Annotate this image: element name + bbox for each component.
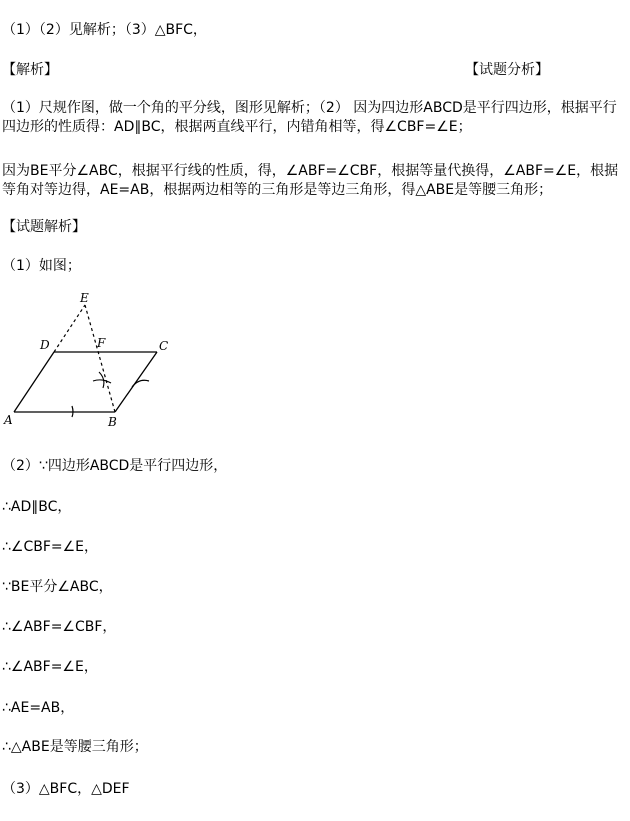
answer-summary: （1）（2）见解析；（3）△BFC， xyxy=(2,22,207,38)
proof-line-5: ∴∠ABF=∠CBF， xyxy=(2,619,117,635)
proof-line-3: ∴∠CBF=∠E， xyxy=(2,539,99,555)
label-f: F xyxy=(97,336,106,350)
label-b: B xyxy=(108,415,117,429)
construction-arc-bc xyxy=(132,380,149,387)
proof-line-7: ∴AE=AB， xyxy=(2,700,75,716)
proof-line-9: （3）△BFC，△DEF xyxy=(2,781,130,797)
heading-jiexi: 【解析】 xyxy=(2,62,58,78)
proof-line-6: ∴∠ABF=∠E， xyxy=(2,659,98,675)
proof-line-1: （2）∵四边形ABCD是平行四边形， xyxy=(2,458,228,474)
proof-line-2: ∴AD∥BC， xyxy=(2,499,72,515)
label-d: D xyxy=(40,338,50,352)
heading-analysis: 【试题分析】 xyxy=(465,62,549,78)
analysis-paragraph-1: （1）尺规作图，做一个角的平分线，图形见解析；（2） 因为四边形ABCD是平行四边形，根据平行四边形的性质得：AD∥BC，根据两直线平行，内错角相等，得∠CBF=∠E； xyxy=(2,100,617,135)
label-e: E xyxy=(80,291,89,305)
segment-de-dashed xyxy=(54,305,85,352)
geometry-figure xyxy=(2,290,177,430)
segment-ad xyxy=(14,352,54,412)
step-1-text: （1）如图； xyxy=(2,258,81,274)
label-c: C xyxy=(159,339,169,353)
label-a: A xyxy=(4,413,13,427)
analysis-paragraph-2: 因为BE平分∠ABC，根据平行线的性质，得，∠ABF=∠CBF，根据等量代换得，∠ABF=∠E，根据等角对等边得，AE=AB，根据两边相等的三角形是等边三角形，得△ABE是等腰三角形； xyxy=(2,163,619,198)
segment-cb xyxy=(115,352,157,412)
construction-arc-2 xyxy=(93,380,111,383)
segment-eb-dashed xyxy=(85,305,115,412)
proof-line-4: ∵BE平分∠ABC， xyxy=(2,579,113,595)
heading-solution: 【试题解析】 xyxy=(2,219,86,235)
proof-line-8: ∴△ABE是等腰三角形； xyxy=(2,739,148,755)
